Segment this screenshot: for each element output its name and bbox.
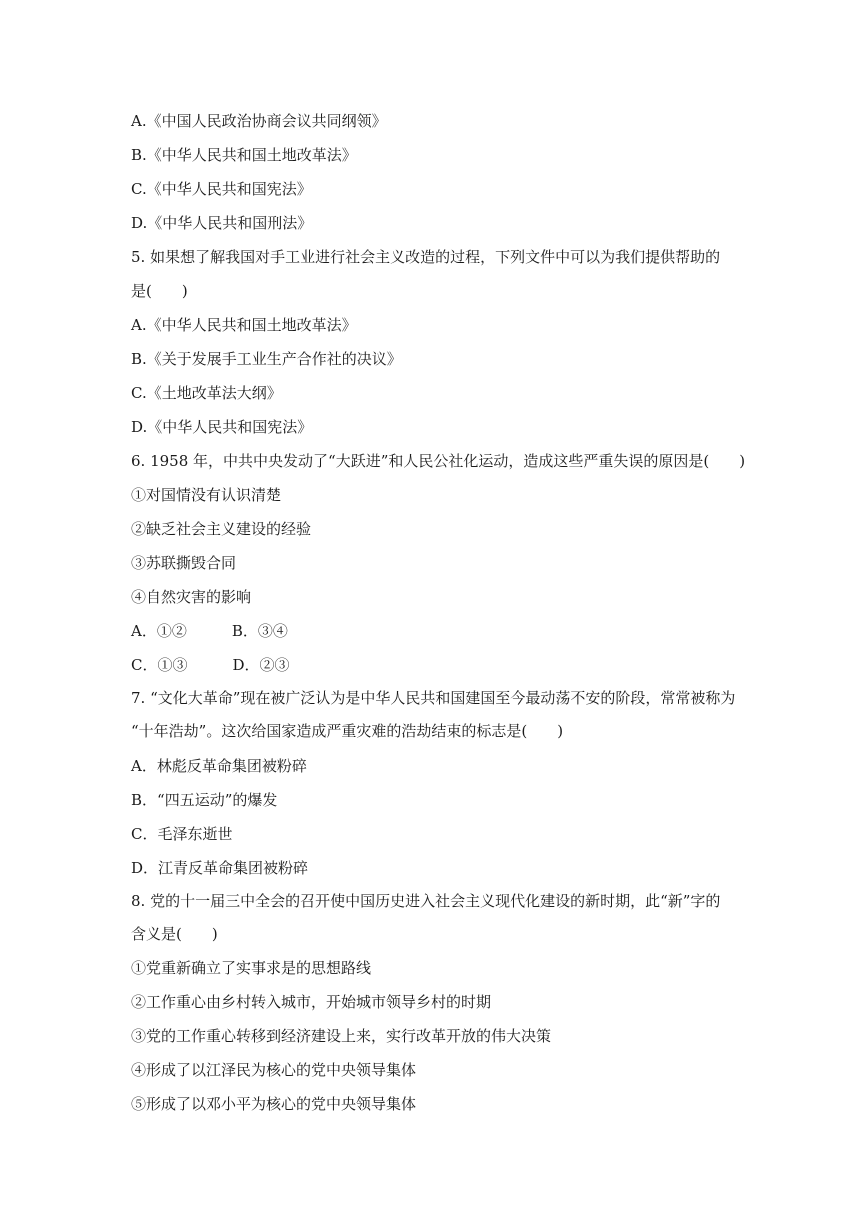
q6-item-1: ①对国情没有认识清楚 bbox=[131, 486, 282, 504]
q7-stem-line2: “十年浩劫”。这次给国家造成严重灾难的浩劫结束的标志是( ) bbox=[131, 722, 564, 740]
q7-option-d: D．江青反革命集团被粉碎 bbox=[131, 859, 309, 877]
q8-stem-line1: 8. 党的十一届三中全会的召开使中国历史进入社会主义现代化建设的新时期，此“新”字的 bbox=[131, 892, 721, 910]
q6-item-3: ③苏联撕毁合同 bbox=[131, 554, 237, 572]
q7-option-b: B．“四五运动”的爆发 bbox=[131, 791, 278, 809]
q6-stem: 6. 1958 年，中共中央发动了“大跃进”和人民公社化运动，造成这些严重失误的原因是( ) bbox=[131, 452, 746, 470]
q8-item-5: ⑤形成了以邓小平为核心的党中央领导集体 bbox=[131, 1095, 417, 1113]
q7-option-a: A．林彪反革命集团被粉碎 bbox=[131, 757, 307, 775]
q4-option-d: D.《中华人民共和国刑法》 bbox=[131, 214, 313, 232]
q5-stem-line1: 5. 如果想了解我国对手工业进行社会主义改造的过程，下列文件中可以为我们提供帮助的 bbox=[131, 248, 721, 266]
q6-options-ab: A．①② B．③④ bbox=[131, 622, 288, 640]
q5-option-c: C.《土地改革法大纲》 bbox=[131, 384, 282, 402]
q8-item-3: ③党的工作重心转移到经济建设上来，实行改革开放的伟大决策 bbox=[131, 1027, 552, 1045]
q6-item-4: ④自然灾害的影响 bbox=[131, 588, 252, 606]
q6-item-2: ②缺乏社会主义建设的经验 bbox=[131, 520, 312, 538]
q4-option-a: A.《中国人民政治协商会议共同纲领》 bbox=[131, 112, 387, 130]
q7-option-c: C．毛泽东逝世 bbox=[131, 825, 233, 843]
q4-option-c: C.《中华人民共和国宪法》 bbox=[131, 180, 312, 198]
q5-option-a: A.《中华人民共和国土地改革法》 bbox=[131, 316, 357, 334]
q5-option-b: B.《关于发展手工业生产合作社的决议》 bbox=[131, 350, 402, 368]
q5-stem-line2: 是( ) bbox=[131, 282, 188, 300]
q5-option-d: D.《中华人民共和国宪法》 bbox=[131, 418, 313, 436]
q8-stem-line2: 含义是( ) bbox=[131, 925, 218, 943]
q8-item-2: ②工作重心由乡村转入城市，开始城市领导乡村的时期 bbox=[131, 993, 492, 1011]
q8-item-4: ④形成了以江泽民为核心的党中央领导集体 bbox=[131, 1061, 417, 1079]
q8-item-1: ①党重新确立了实事求是的思想路线 bbox=[131, 959, 372, 977]
q6-options-cd: C．①③ D．②③ bbox=[131, 656, 290, 674]
q4-option-b: B.《中华人民共和国土地改革法》 bbox=[131, 146, 357, 164]
q7-stem-line1: 7. “文化大革命”现在被广泛认为是中华人民共和国建国至今最动荡不安的阶段，常常被称为 bbox=[131, 689, 736, 707]
